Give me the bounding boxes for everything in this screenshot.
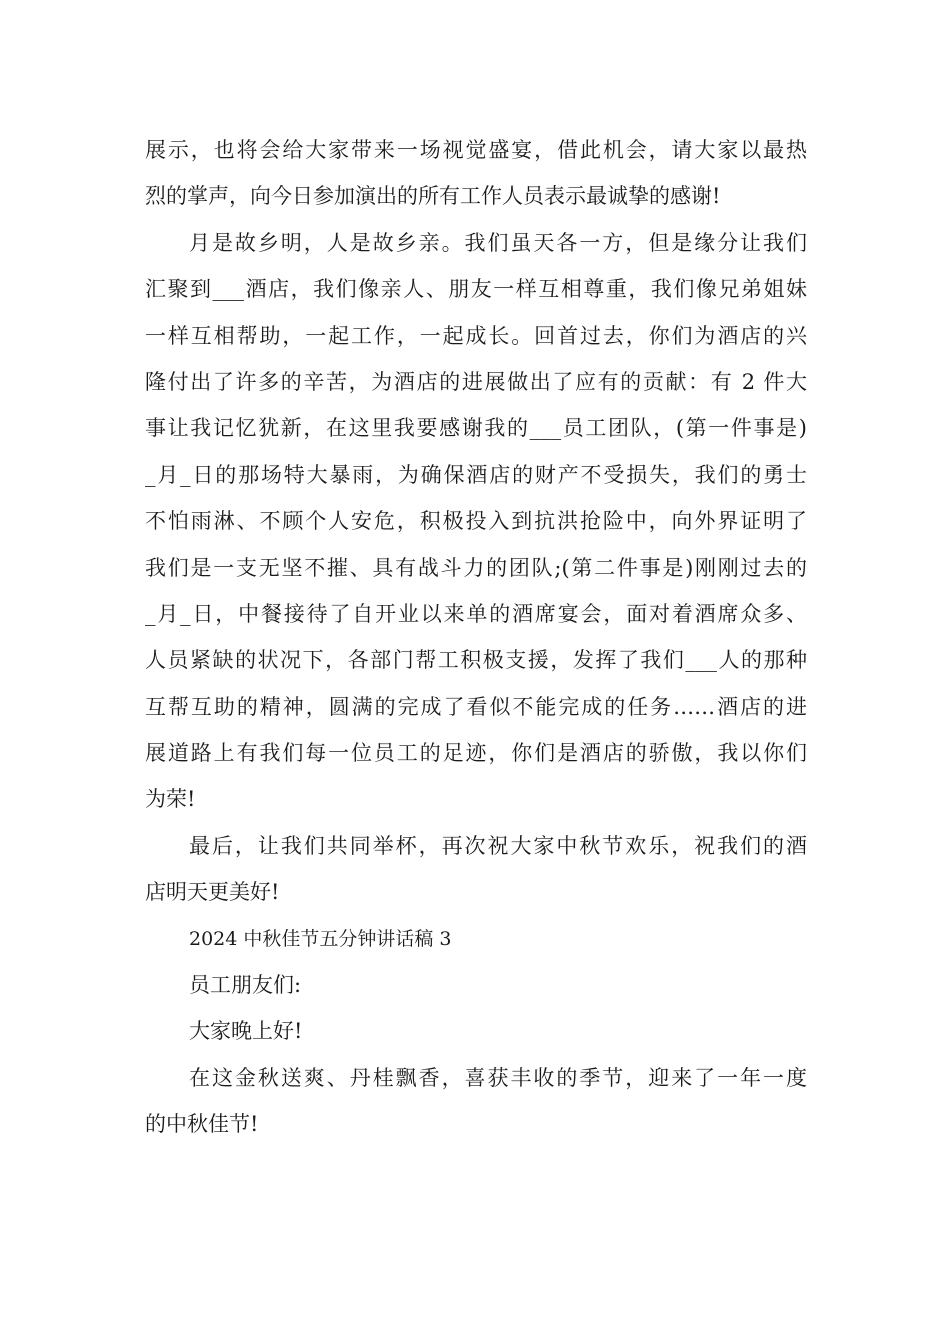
text-line: 在这金秋送爽、丹桂飘香，喜获丰收的季节，迎来了一年一度	[189, 1065, 807, 1090]
greeting-audience	[145, 962, 807, 1008]
text-line: 月是故乡明，人是故乡亲。我们虽天各一方，但是缘分让我们	[189, 230, 807, 255]
text-line: 店明天更美好!	[145, 880, 280, 905]
text-line: 最后，让我们共同举杯，再次祝大家中秋节欢乐，祝我们的酒	[189, 833, 807, 858]
speech-title	[145, 916, 807, 962]
text-line: 事让我记忆犹新，在这里我要感谢我的___员工团队，(第一件事是)	[145, 416, 807, 441]
text-line: _月_日的那场特大暴雨，为确保酒店的财产不受损失，我们的勇士	[145, 462, 807, 487]
document-body	[145, 127, 807, 1148]
text-line: 一样互相帮助，一起工作，一起成长。回首过去，你们为酒店的兴	[145, 323, 807, 348]
text-line: 大家晚上好!	[189, 1019, 303, 1044]
text-line: 互帮互助的精神，圆满的完成了看似不能完成的任务……酒店的进	[145, 694, 807, 719]
paragraph-mid-autumn-intro	[145, 1055, 807, 1148]
text-line: 不怕雨淋、不顾个人安危，积极投入到抗洪抢险中，向外界证明了	[145, 509, 807, 534]
text-line: 我们是一支无坚不摧、具有战斗力的团队;(第二件事是)刚刚过去的	[145, 555, 807, 580]
text-line: 隆付出了许多的辛苦，为酒店的进展做出了应有的贡献：有 2 件大	[145, 369, 807, 394]
text-line: 汇聚到___酒店，我们像亲人、朋友一样互相尊重，我们像兄弟姐妹	[145, 277, 807, 302]
text-line: _月_日，中餐接待了自开业以来单的酒席宴会，面对着酒席众多、	[145, 601, 807, 626]
greeting-evening	[145, 1008, 807, 1054]
text-line: 展道路上有我们每一位员工的足迹，你们是酒店的骄傲，我以你们	[145, 741, 807, 766]
text-line: 员工朋友们:	[189, 973, 302, 998]
text-line: 人员紧缺的状况下，各部门帮工积极支援，发挥了我们___人的那种	[145, 648, 807, 673]
paragraph-closing-thanks	[145, 127, 807, 220]
text-line: 2024 中秋佳节五分钟讲话稿 3	[189, 927, 452, 950]
paragraph-team-story	[145, 220, 807, 823]
text-line: 展示，也将会给大家带来一场视觉盛宴，借此机会，请大家以最热	[145, 138, 807, 162]
text-line: 烈的掌声，向今日参加演出的所有工作人员表示最诚挚的感谢!	[145, 184, 721, 209]
text-line: 为荣!	[145, 787, 196, 812]
paragraph-toast	[145, 823, 807, 916]
text-line: 的中秋佳节!	[145, 1112, 259, 1137]
